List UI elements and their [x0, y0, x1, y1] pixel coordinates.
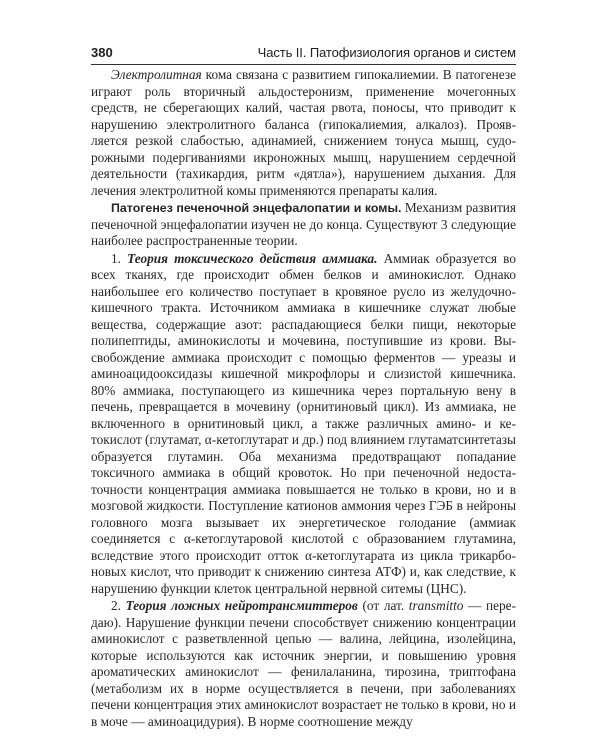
theory-title: Теория ложных нейротрансмиттеров — [125, 598, 358, 613]
page-number: 380 — [91, 45, 113, 60]
running-title: Часть II. Патофизиология органов и систем — [257, 45, 516, 60]
term-electrolyte: Электролитная — [111, 67, 202, 82]
list-number: 2. — [111, 598, 126, 613]
paragraph-pathogenesis — [91, 200, 516, 250]
paragraph-text: кома связана с развитием гипокалиемии. В патогенезе играют роль вторичный альдостеронизм, применение мочегонных средств, не сберегающих калий, частая рвота, поносы, что приводит к нарушению электролитного баланса (гипокалиемия, алкалоз). Проявляется резкой слабостью, адинамией, снижением тонуса мышц, судорожными подергиваниями икроножных мышц, нарушением сердечной деятельности (тахикардия, ритм «дятла»), нарушением дыхания. Для лечения электролитной комы применяются препараты калия. — [91, 67, 516, 198]
paragraph-electrolyte-coma — [91, 67, 516, 199]
paragraph-theory-2 — [91, 598, 516, 730]
paragraph-text: (от лат. — [357, 598, 409, 613]
paragraph-text: — передаю). Нарушение функции печени способствует снижению концентрации аминокислот с разветвленной цепью — валина, лейцина, изолейцина, которые используются как источник энергии, и повышению уровня ароматических аминокислот — фенилаланина, тирозина, триптофана (метаболизм их в норме осуществляется в печени, при заболеваниях печени концентрация этих аминокислот возрастает не только в крови, но и в моче — аминоацидурия). В норме соотношение между — [91, 598, 516, 729]
list-number: 1. — [111, 250, 128, 266]
latin-term: transmitto — [408, 598, 464, 613]
paragraph-text: Аммиак образуется во всех тканях, где происходит обмен белков и аминокислот. Однако наибольшее его количество поступает в кровяное русло из желудочнокишечного тракта. Источником аммиака в кишечнике служат любые вещества, содержащие азот: распадающиеся белки пищи, некоторые полипептиды, аминокислоты и мочевина, поступившие из крови. Высвобождение аммиака происходит с помощью ферментов — уреазы и аминоацидооксидазы кишечной микрофлоры и слизистой кишечника. 80% аммиака, поступающего из кишечника через портальную вену в печень, превращается в мочевину (орнитиновый цикл). Из аммиака, не включенного в орнитиновый цикл, а также различных амино- и кетокислот (глутамат, α-кетоглутарат и др.) под влиянием глутаматсинтетазы образуется глутамин. Оба механизма предотвращают попадание токсичного аммиака в общий кровоток. Но при печеночной недостаточности концентрация аммиака повышается не только в крови, но и в мозговой жидкости. Поступление катионов аммония через ГЭБ в нейроны головного мозга вызывает их энергетическое голодание (аммиак соединяется с α-кетоглутаровой кислотой с образованием глутамина, вследствие этого происходит отток α-кетоглутарата из цикла трикарбоновых кислот, что приводит к снижению синтеза АТФ) и, как следствие, к нарушению функции клеток центральной нервной ситемы (ЦНС). — [91, 250, 516, 596]
header-rule — [91, 64, 516, 65]
section-heading: Патогенез печеночной энцефалопатии и комы. — [111, 201, 402, 215]
paragraph-theory-1 — [91, 251, 516, 598]
paragraph-text: Механизм развития печеночной энцефалопатии изучен не до конца. Существуют 3 следующие наиболее распространенные теории. — [91, 200, 516, 248]
page-header — [91, 43, 516, 63]
body-text — [91, 67, 516, 730]
theory-title: Теория токсического действия аммиака. — [127, 250, 378, 266]
